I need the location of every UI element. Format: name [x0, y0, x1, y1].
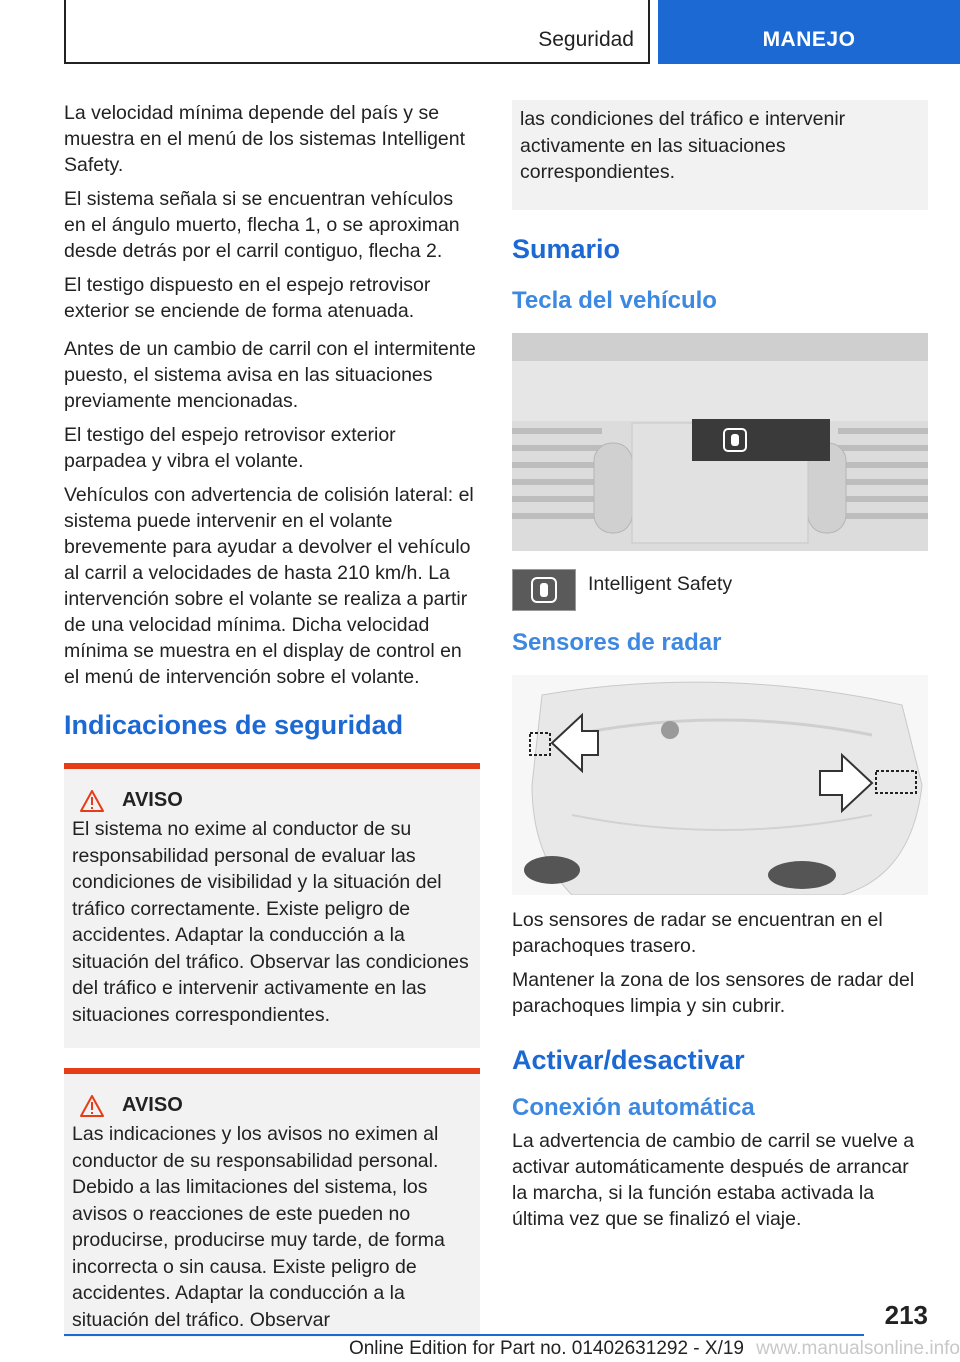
paragraph: La velocidad mínima depende del país y se muestra en el menú de los sistemas Intelligent Safety.: [64, 102, 466, 176]
intelligent-safety-button-icon: [512, 569, 576, 611]
warning-box: [64, 1068, 480, 1337]
warning-triangle-icon: [80, 790, 104, 812]
paragraph: Mantener la zona de los sensores de radar del parachoques limpia y sin cubrir.: [512, 968, 915, 1017]
paragraph: El sistema señala si se encuentran vehículos en el ángulo muerto, flecha 1, o se aproximan desde detrás por el carril contiguo, flecha 2.: [64, 188, 460, 262]
footer-divider: [64, 1334, 864, 1336]
button-label: Intelligent Safety: [588, 572, 733, 595]
button-legend: [512, 569, 928, 611]
radar-heading: Sensores de radar: [512, 628, 722, 656]
warning-title: AVISO: [122, 789, 183, 811]
radar-sensors-image: [512, 675, 928, 895]
header-section-title: Seguridad: [538, 28, 634, 51]
paragraph: Antes de un cambio de carril con el intermitente puesto, el sistema avisa en las situaciones previamente mencionadas.: [64, 338, 476, 412]
activate-heading: Activar/desactivar: [512, 1044, 745, 1075]
header-section-box: [64, 0, 650, 64]
footer-watermark[interactable]: www.manualsonline.info: [756, 1338, 960, 1359]
page-number: 213: [884, 1300, 928, 1330]
warning-box: [64, 763, 480, 1048]
warning-title: AVISO: [122, 1094, 183, 1116]
paragraph: La advertencia de cambio de carril se vuelve a activar automáticamente después de arrancar la marcha, si la función estaba activada la última vez que se finalizó el viaje.: [512, 1129, 915, 1230]
warning-triangle-icon: [80, 1095, 104, 1117]
paragraph: El testigo dispuesto en el espejo retrovisor exterior se enciende de forma atenuada.: [64, 274, 431, 322]
left-column: [64, 100, 480, 1337]
footer-edition: Online Edition for Part no. 01402631292 - X/19: [348, 1338, 744, 1359]
header-chapter-tab: [658, 0, 960, 64]
warning-text: Las indicaciones y los avisos no eximen al conductor de su responsabilidad personal. Debido a las limitaciones del sistema, los avisos o reacciones de este pueden no producirse, producirse muy tarde, de forma incorrecta o sin causa. Existe peligro de accidentes. Adaptar la conducción a la situación del tráfico. Observar: [72, 1123, 445, 1331]
summary-heading: Sumario: [512, 233, 621, 264]
header-chapter-title: MANEJO: [762, 28, 856, 51]
paragraph: Vehículos con advertencia de colisión lateral: el sistema puede intervenir en el volante brevemente para ayudar a devolver el vehículo al carril a velocidades de hasta 210 km/h. La intervención sobre el volante se realiza a partir de una velocidad mínima. Dicha velocidad mínima se muestra en el display de control en el menú de intervención sobre el volante.: [64, 484, 474, 688]
warning-text: las condiciones del tráfico e intervenir activamente en las situaciones correspondientes.: [520, 108, 846, 183]
auto-heading: Conexión automática: [512, 1093, 755, 1121]
paragraph: El testigo del espejo retrovisor exterior parpadea y vibra el volante.: [64, 424, 396, 472]
safety-heading: Indicaciones de seguridad: [64, 710, 404, 740]
footer: [64, 1338, 960, 1360]
page-header: [0, 0, 960, 66]
dashboard-button-image: [512, 333, 928, 551]
warning-box-continued: [512, 100, 928, 210]
paragraph: Los sensores de radar se encuentran en el parachoques trasero.: [512, 908, 883, 957]
right-column: [512, 100, 928, 1240]
vehicle-button-heading: Tecla del vehículo: [512, 286, 717, 314]
warning-text: El sistema no exime al conductor de su responsabilidad personal de evaluar las condiciones de visibilidad y la situación del tráfico correctamente. Existe peligro de accidentes. Adaptar la conducción a la situación del tráfico. Observar las condiciones del tráfico e intervenir activamente en las situaciones correspondientes.: [72, 818, 469, 1026]
